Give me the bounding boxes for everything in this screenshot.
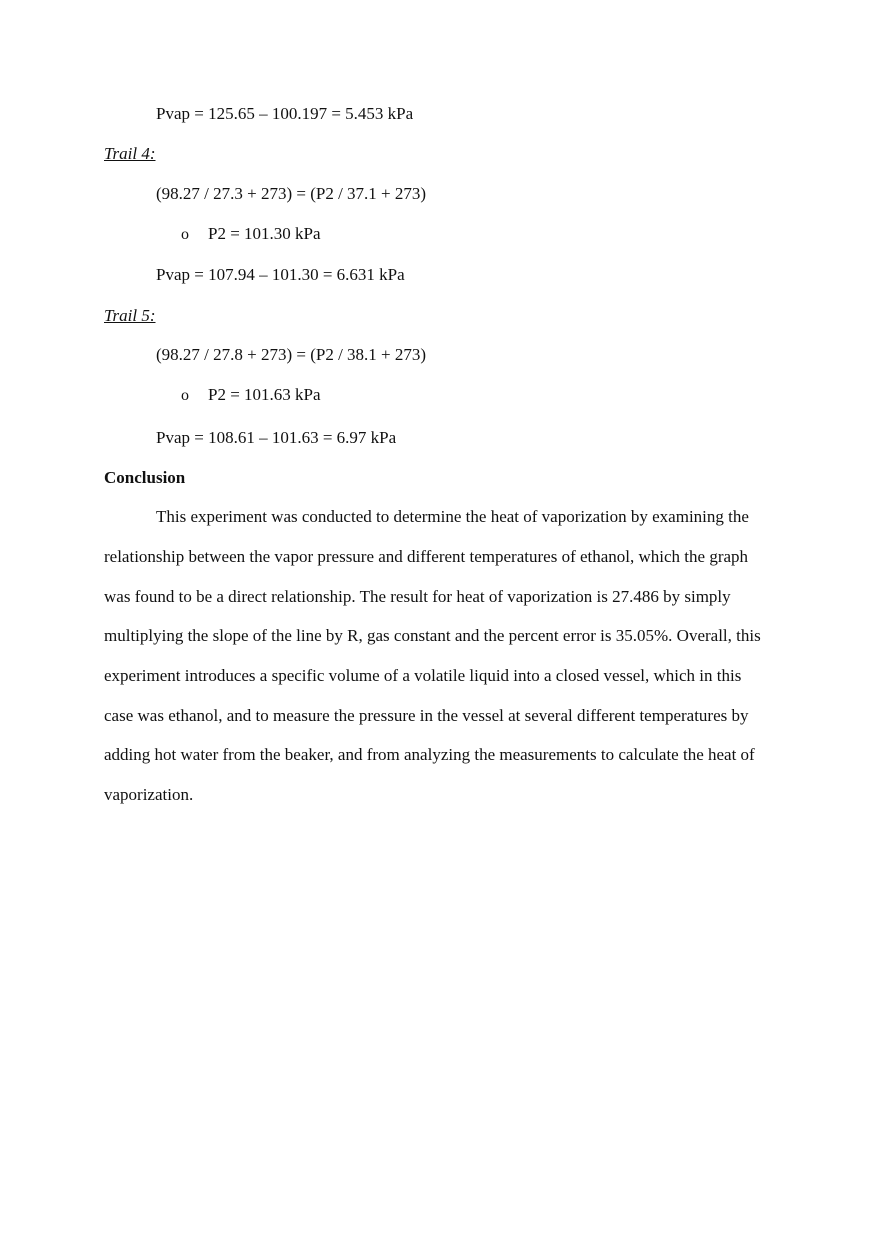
paragraph-line: case was ethanol, and to measure the pressure in the vessel at several different temperatures by: [104, 706, 749, 725]
paragraph-line: This experiment was conducted to determine the heat of vaporization by examining the: [156, 507, 749, 526]
paragraph-line: was found to be a direct relationship. The result for heat of vaporization is 27.486 by simply: [104, 587, 731, 606]
trail5-equation: (98.27 / 27.8 + 273) = (P2 / 38.1 + 273): [156, 345, 427, 364]
trail4-heading: Trail 4:: [104, 144, 156, 163]
trail5-bullet-icon: o: [181, 387, 189, 404]
trail4-equation: (98.27 / 27.3 + 273) = (P2 / 37.1 + 273): [156, 184, 427, 203]
trail4-pvap-result: Pvap = 107.94 – 101.30 = 6.631 kPa: [156, 265, 405, 284]
trail4-bullet-icon: o: [181, 226, 189, 243]
paragraph-line: vaporization.: [104, 785, 194, 804]
paragraph-line: adding hot water from the beaker, and from analyzing the measurements to calculate the heat of: [104, 745, 755, 764]
trail5-pvap-result: Pvap = 108.61 – 101.63 = 6.97 kPa: [156, 428, 397, 447]
paragraph-line: relationship between the vapor pressure and different temperatures of ethanol, which the graph: [104, 547, 749, 566]
trail4-p2-result: P2 = 101.30 kPa: [208, 224, 321, 243]
paragraph-line: multiplying the slope of the line by R, gas constant and the percent error is 35.05%. Overall, this: [104, 626, 761, 645]
trail5-heading: Trail 5:: [104, 306, 156, 325]
paragraph-line: experiment introduces a specific volume of a volatile liquid into a closed vessel, which in this: [104, 666, 742, 685]
trail5-p2-result: P2 = 101.63 kPa: [208, 385, 321, 404]
conclusion-heading: Conclusion: [104, 468, 186, 487]
trail3-pvap-result: Pvap = 125.65 – 100.197 = 5.453 kPa: [156, 104, 414, 123]
